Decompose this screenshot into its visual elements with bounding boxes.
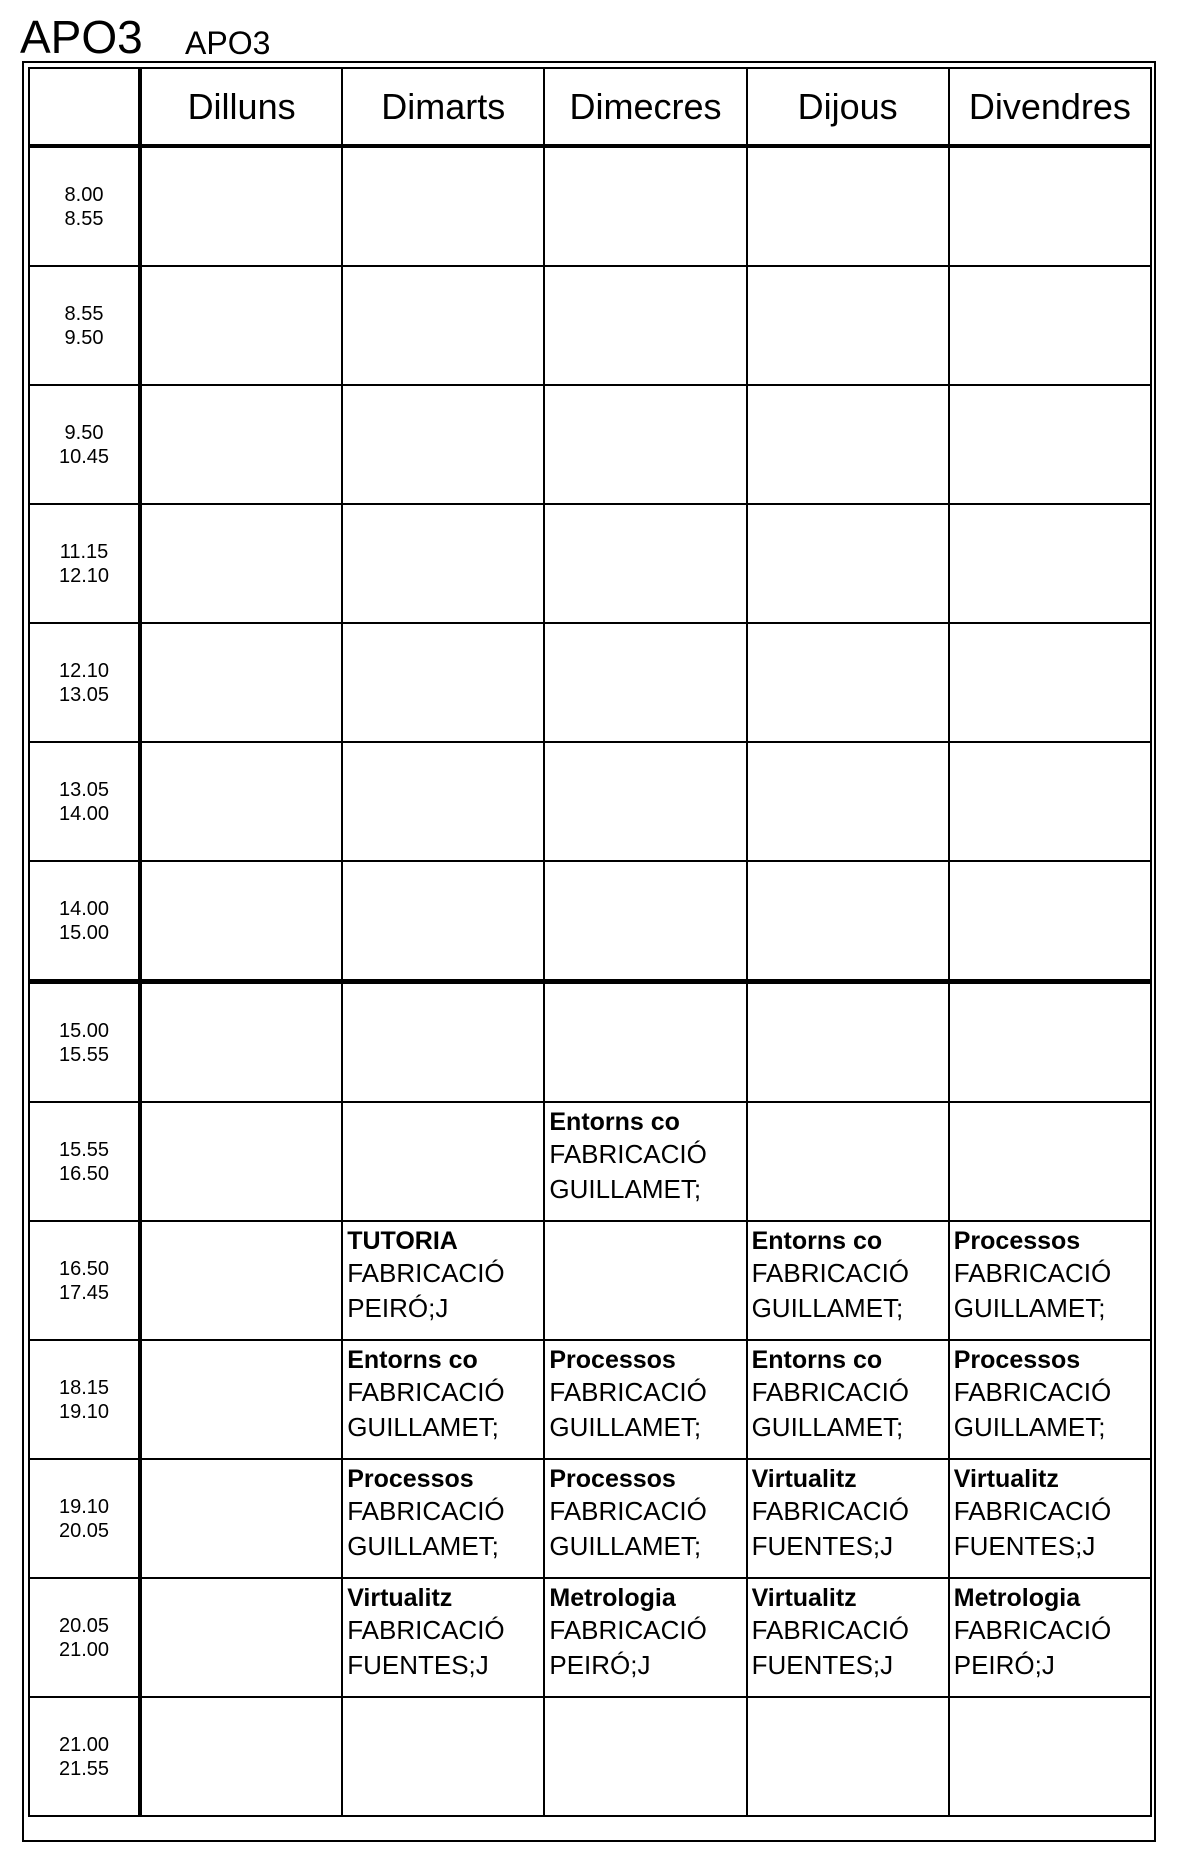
schedule-cell bbox=[544, 146, 746, 266]
group-name: FABRICACIÓ bbox=[347, 1496, 505, 1526]
schedule-cell bbox=[747, 385, 949, 504]
schedule-cell bbox=[747, 1221, 949, 1340]
schedule-cell bbox=[544, 1697, 746, 1816]
group-name: FABRICACIÓ bbox=[751, 1258, 910, 1288]
teacher-name: GUILLAMET; bbox=[347, 1531, 499, 1561]
timeslot-row bbox=[29, 146, 1151, 266]
schedule-cell bbox=[949, 1459, 1151, 1578]
time-start: 19.10 bbox=[58, 1495, 110, 1518]
time-end: 21.55 bbox=[58, 1757, 110, 1780]
schedule-cell bbox=[949, 1578, 1151, 1697]
schedule-cell bbox=[544, 861, 746, 982]
class-entry bbox=[950, 1579, 1150, 1683]
group-name: FABRICACIÓ bbox=[953, 1496, 1112, 1526]
schedule-cell bbox=[747, 266, 949, 385]
subject-name: Virtualitz bbox=[347, 1584, 453, 1612]
schedule-cell bbox=[342, 1102, 544, 1221]
schedule-cell bbox=[140, 385, 342, 504]
timeslot-row bbox=[29, 1697, 1151, 1816]
teacher-name: GUILLAMET; bbox=[347, 1412, 499, 1442]
class-entry bbox=[545, 1579, 745, 1683]
teacher-name: FUENTES;J bbox=[347, 1650, 489, 1680]
teacher-name: GUILLAMET; bbox=[751, 1412, 904, 1442]
time-end: 19.10 bbox=[58, 1400, 110, 1423]
schedule-cell bbox=[140, 742, 342, 861]
class-entry bbox=[748, 1341, 948, 1445]
schedule-cell bbox=[544, 742, 746, 861]
timeslot-row bbox=[29, 861, 1151, 982]
schedule-cell bbox=[140, 861, 342, 982]
class-entry bbox=[343, 1341, 543, 1445]
time-end: 17.45 bbox=[58, 1281, 110, 1304]
schedule-cell bbox=[342, 1340, 544, 1459]
teacher-name: GUILLAMET; bbox=[549, 1412, 702, 1442]
subject-name: Entorns co bbox=[347, 1346, 478, 1374]
schedule-cell bbox=[140, 1340, 342, 1459]
timeslot-row bbox=[29, 623, 1151, 742]
schedule-cell bbox=[747, 1459, 949, 1578]
teacher-name: FUENTES;J bbox=[751, 1531, 894, 1561]
subject-name: Metrologia bbox=[549, 1584, 676, 1612]
schedule-cell bbox=[949, 1340, 1151, 1459]
time-cell bbox=[29, 982, 140, 1103]
day-header-dijous: Dijous bbox=[747, 68, 949, 146]
group-name: FABRICACIÓ bbox=[549, 1377, 707, 1407]
schedule-cell bbox=[949, 623, 1151, 742]
time-end: 16.50 bbox=[58, 1162, 110, 1185]
schedule-cell bbox=[544, 504, 746, 623]
schedule-cell bbox=[342, 1459, 544, 1578]
timeslot-row bbox=[29, 1578, 1151, 1697]
subject-name: Virtualitz bbox=[751, 1465, 857, 1493]
class-entry bbox=[545, 1460, 745, 1564]
time-cell bbox=[29, 385, 140, 504]
schedule-cell bbox=[544, 1578, 746, 1697]
schedule-cell bbox=[342, 1221, 544, 1340]
group-name: FABRICACIÓ bbox=[953, 1258, 1112, 1288]
schedule-cell bbox=[140, 982, 342, 1103]
schedule-cell bbox=[949, 982, 1151, 1103]
time-start: 8.00 bbox=[64, 183, 104, 206]
group-name: FABRICACIÓ bbox=[549, 1615, 707, 1645]
schedule-cell bbox=[544, 1459, 746, 1578]
subject-name: Processos bbox=[953, 1346, 1081, 1374]
schedule-cell bbox=[544, 623, 746, 742]
page-title: APO3 bbox=[20, 11, 143, 63]
class-entry bbox=[343, 1222, 543, 1326]
time-start: 20.05 bbox=[58, 1614, 110, 1637]
class-entry bbox=[343, 1460, 543, 1564]
subject-name: Virtualitz bbox=[751, 1584, 857, 1612]
schedule-cell bbox=[949, 742, 1151, 861]
subject-name: Entorns co bbox=[549, 1108, 680, 1136]
time-cell bbox=[29, 266, 140, 385]
time-cell bbox=[29, 1459, 140, 1578]
time-cell bbox=[29, 1340, 140, 1459]
time-start: 8.55 bbox=[64, 302, 104, 325]
schedule-cell bbox=[949, 266, 1151, 385]
group-name: FABRICACIÓ bbox=[347, 1377, 505, 1407]
time-end: 20.05 bbox=[58, 1519, 110, 1542]
class-entry bbox=[748, 1460, 948, 1564]
schedule-cell bbox=[342, 266, 544, 385]
time-end: 8.55 bbox=[64, 207, 104, 230]
time-start: 15.55 bbox=[58, 1138, 110, 1161]
time-cell bbox=[29, 1697, 140, 1816]
time-start: 9.50 bbox=[64, 421, 104, 444]
day-header-dilluns: Dilluns bbox=[140, 68, 342, 146]
time-cell bbox=[29, 1102, 140, 1221]
schedule-cell bbox=[544, 1102, 746, 1221]
schedule-cell bbox=[140, 266, 342, 385]
schedule-cell bbox=[747, 1102, 949, 1221]
schedule-cell bbox=[949, 146, 1151, 266]
corner-cell bbox=[29, 68, 140, 146]
time-cell bbox=[29, 504, 140, 623]
schedule-cell bbox=[747, 1697, 949, 1816]
class-entry bbox=[748, 1222, 948, 1326]
schedule-cell bbox=[949, 861, 1151, 982]
time-cell bbox=[29, 861, 140, 982]
schedule-cell bbox=[747, 861, 949, 982]
time-end: 15.00 bbox=[58, 921, 110, 944]
schedule-cell bbox=[342, 1697, 544, 1816]
timeslot-row bbox=[29, 504, 1151, 623]
schedule-cell bbox=[747, 1340, 949, 1459]
teacher-name: FUENTES;J bbox=[751, 1650, 894, 1680]
group-name: FABRICACIÓ bbox=[347, 1258, 505, 1288]
class-entry bbox=[545, 1341, 745, 1445]
timeslot-row bbox=[29, 742, 1151, 861]
day-header-dimecres: Dimecres bbox=[544, 68, 746, 146]
timeslot-row bbox=[29, 1340, 1151, 1459]
schedule-cell bbox=[949, 1221, 1151, 1340]
group-name: FABRICACIÓ bbox=[347, 1615, 505, 1645]
group-name: FABRICACIÓ bbox=[549, 1139, 707, 1169]
schedule-cell bbox=[949, 1102, 1151, 1221]
group-name: FABRICACIÓ bbox=[549, 1496, 707, 1526]
time-cell bbox=[29, 742, 140, 861]
schedule-cell bbox=[747, 504, 949, 623]
teacher-name: PEIRÓ;J bbox=[347, 1293, 449, 1323]
time-end: 15.55 bbox=[58, 1043, 110, 1066]
teacher-name: PEIRÓ;J bbox=[549, 1650, 651, 1680]
schedule-cell bbox=[342, 982, 544, 1103]
class-entry bbox=[950, 1341, 1150, 1445]
time-end: 21.00 bbox=[58, 1638, 110, 1661]
time-cell bbox=[29, 1578, 140, 1697]
time-cell bbox=[29, 1221, 140, 1340]
schedule-cell bbox=[342, 146, 544, 266]
schedule-cell bbox=[342, 742, 544, 861]
schedule-cell bbox=[342, 385, 544, 504]
time-end: 9.50 bbox=[64, 326, 104, 349]
schedule-cell bbox=[544, 1340, 746, 1459]
schedule-cell bbox=[544, 385, 746, 504]
schedule-cell bbox=[140, 146, 342, 266]
time-start: 16.50 bbox=[58, 1257, 110, 1280]
class-entry bbox=[343, 1579, 543, 1683]
group-name: FABRICACIÓ bbox=[751, 1615, 910, 1645]
teacher-name: FUENTES;J bbox=[953, 1531, 1096, 1561]
schedule-cell bbox=[949, 385, 1151, 504]
page-subtitle: APO3 bbox=[185, 25, 271, 61]
subject-name: Virtualitz bbox=[953, 1465, 1059, 1493]
timeslot-row bbox=[29, 1221, 1151, 1340]
time-start: 18.15 bbox=[58, 1376, 110, 1399]
schedule-cell bbox=[140, 1697, 342, 1816]
timeslot-row bbox=[29, 385, 1151, 504]
schedule-cell bbox=[544, 1221, 746, 1340]
schedule-cell bbox=[342, 623, 544, 742]
schedule-cell bbox=[747, 982, 949, 1103]
teacher-name: PEIRÓ;J bbox=[953, 1650, 1055, 1680]
class-entry bbox=[748, 1579, 948, 1683]
schedule-cell bbox=[140, 1102, 342, 1221]
schedule-cell bbox=[342, 504, 544, 623]
teacher-name: GUILLAMET; bbox=[549, 1174, 702, 1204]
subject-name: Metrologia bbox=[953, 1584, 1081, 1612]
time-start: 15.00 bbox=[58, 1019, 110, 1042]
class-entry bbox=[545, 1103, 745, 1207]
day-header-divendres: Divendres bbox=[949, 68, 1151, 146]
group-name: FABRICACIÓ bbox=[953, 1615, 1112, 1645]
schedule-cell bbox=[747, 623, 949, 742]
teacher-name: GUILLAMET; bbox=[751, 1293, 904, 1323]
schedule-cell bbox=[544, 982, 746, 1103]
day-header-row bbox=[29, 68, 1151, 146]
subject-name: Processos bbox=[549, 1465, 676, 1493]
timeslot-row bbox=[29, 982, 1151, 1103]
time-cell bbox=[29, 623, 140, 742]
schedule-cell bbox=[949, 1697, 1151, 1816]
schedule-cell bbox=[747, 146, 949, 266]
schedule-cell bbox=[747, 742, 949, 861]
teacher-name: GUILLAMET; bbox=[953, 1412, 1106, 1442]
group-name: FABRICACIÓ bbox=[751, 1496, 910, 1526]
schedule-cell bbox=[544, 266, 746, 385]
schedule-cell bbox=[140, 1459, 342, 1578]
subject-name: Entorns co bbox=[751, 1346, 883, 1374]
time-end: 13.05 bbox=[58, 683, 110, 706]
teacher-name: GUILLAMET; bbox=[549, 1531, 702, 1561]
subject-name: Processos bbox=[953, 1227, 1081, 1255]
subject-name: Processos bbox=[347, 1465, 474, 1493]
teacher-name: GUILLAMET; bbox=[953, 1293, 1106, 1323]
group-name: FABRICACIÓ bbox=[953, 1377, 1112, 1407]
timetable bbox=[28, 67, 1152, 1817]
schedule-cell bbox=[747, 1578, 949, 1697]
schedule-cell bbox=[140, 504, 342, 623]
time-cell bbox=[29, 146, 140, 266]
timetable-body bbox=[29, 146, 1151, 1816]
subject-name: TUTORIA bbox=[347, 1227, 458, 1255]
time-end: 14.00 bbox=[58, 802, 110, 825]
schedule-cell bbox=[342, 1578, 544, 1697]
time-start: 21.00 bbox=[58, 1733, 110, 1756]
schedule-cell bbox=[342, 861, 544, 982]
schedule-cell bbox=[140, 623, 342, 742]
schedule-cell bbox=[140, 1221, 342, 1340]
schedule-cell bbox=[949, 504, 1151, 623]
time-start: 11.15 bbox=[59, 540, 109, 563]
subject-name: Entorns co bbox=[751, 1227, 883, 1255]
time-end: 10.45 bbox=[58, 445, 110, 468]
timeslot-row bbox=[29, 1459, 1151, 1578]
class-entry bbox=[950, 1222, 1150, 1326]
timeslot-row bbox=[29, 266, 1151, 385]
day-header-dimarts: Dimarts bbox=[342, 68, 544, 146]
group-name: FABRICACIÓ bbox=[751, 1377, 910, 1407]
class-entry bbox=[950, 1460, 1150, 1564]
time-start: 12.10 bbox=[58, 659, 110, 682]
timeslot-row bbox=[29, 1102, 1151, 1221]
schedule-cell bbox=[140, 1578, 342, 1697]
time-start: 14.00 bbox=[58, 897, 110, 920]
time-start: 13.05 bbox=[58, 778, 110, 801]
time-end: 12.10 bbox=[58, 564, 110, 587]
subject-name: Processos bbox=[549, 1346, 676, 1374]
